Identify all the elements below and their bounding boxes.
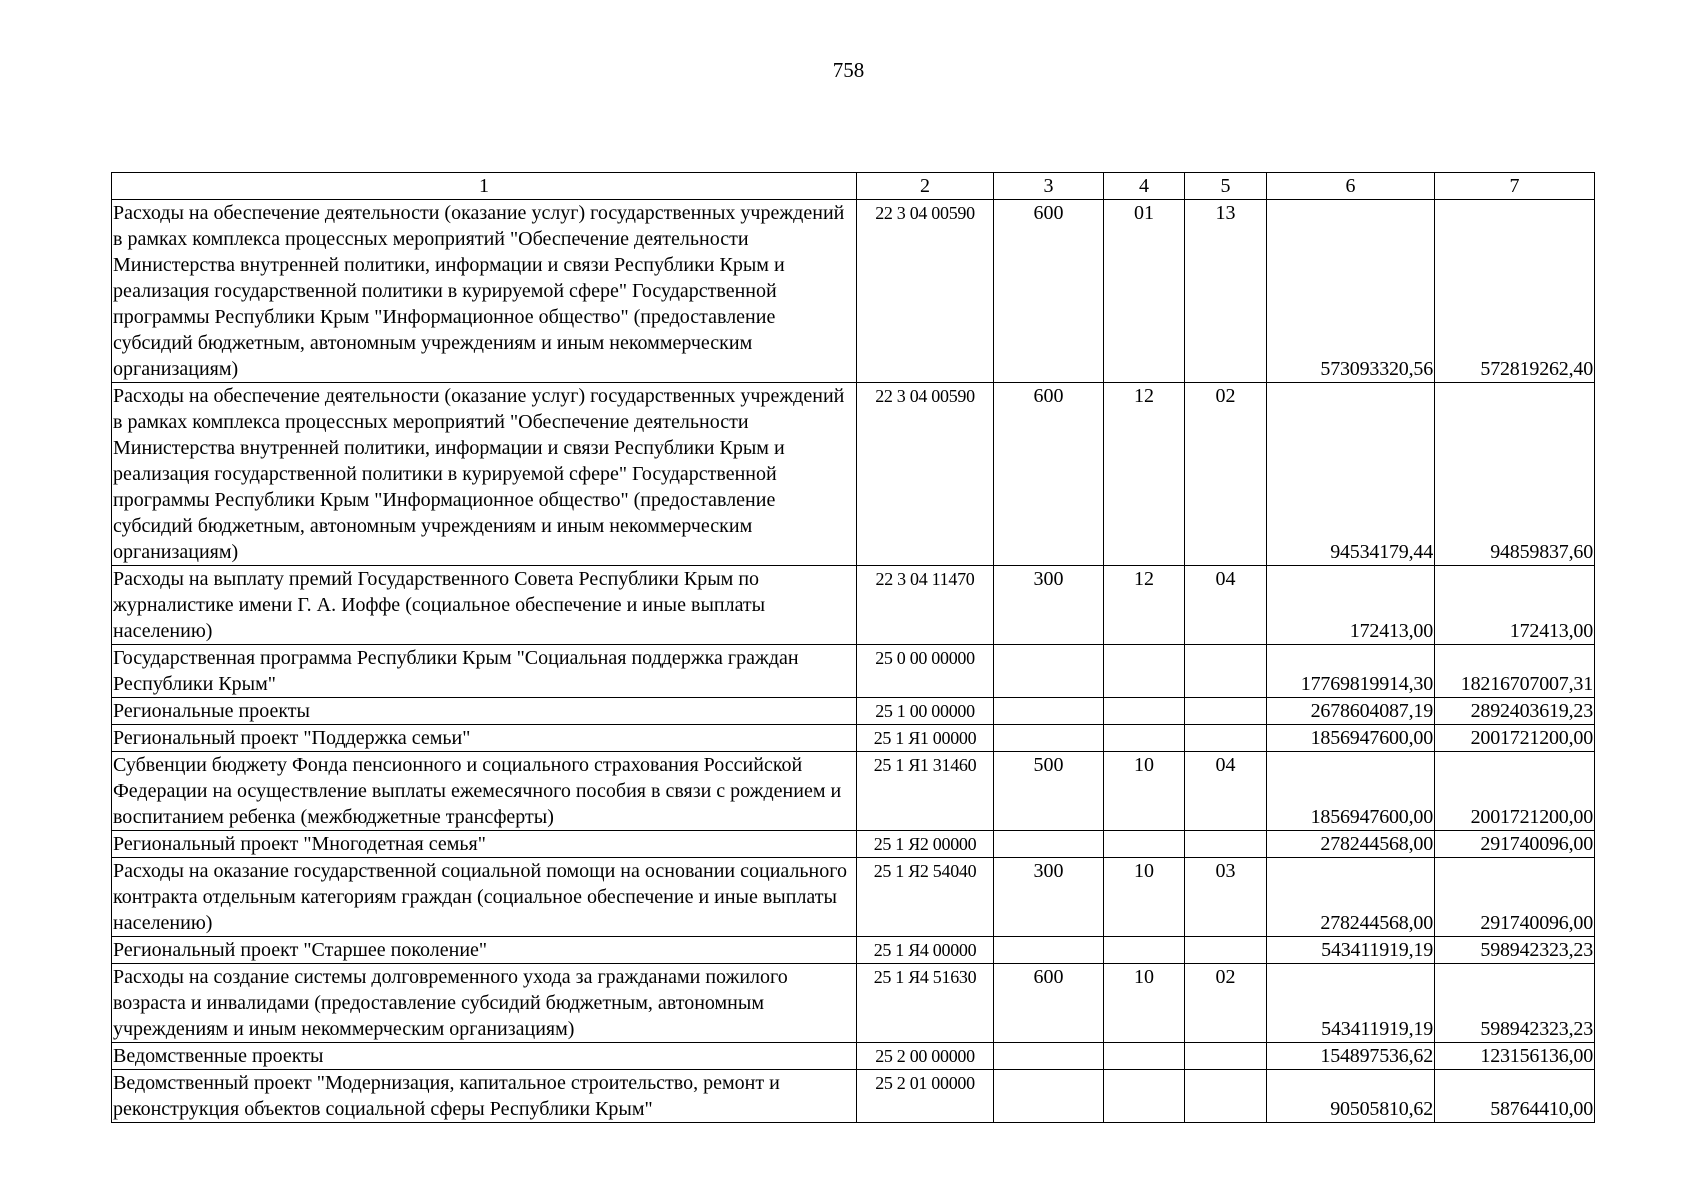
amount-column-7-cell: 123156136,00 <box>1435 1043 1595 1070</box>
amount-column-7-cell: 598942323,23 <box>1435 937 1595 964</box>
table-row <box>112 645 1595 698</box>
column-3-cell <box>994 725 1104 752</box>
column-3-cell: 300 <box>994 566 1104 645</box>
expense-name-cell: Ведомственный проект "Модернизация, капитальное строительство, ремонт и реконструкция объектов социальной сферы Республики Крым" <box>112 1070 857 1123</box>
amount-column-6-cell: 278244568,00 <box>1267 858 1435 937</box>
target-code-cell: 25 1 Я1 31460 <box>857 752 994 831</box>
column-5-cell <box>1185 1043 1267 1070</box>
amount-column-6-cell: 543411919,19 <box>1267 937 1435 964</box>
table-row <box>112 725 1595 752</box>
header-cell: 6 <box>1267 173 1435 200</box>
target-code-cell: 25 1 Я1 00000 <box>857 725 994 752</box>
target-code-cell: 25 2 01 00000 <box>857 1070 994 1123</box>
amount-column-7-cell: 58764410,00 <box>1435 1070 1595 1123</box>
amount-column-6-cell: 543411919,19 <box>1267 964 1435 1043</box>
column-5-cell: 13 <box>1185 200 1267 383</box>
header-cell: 4 <box>1104 173 1185 200</box>
column-3-cell <box>994 1043 1104 1070</box>
amount-column-6-cell: 172413,00 <box>1267 566 1435 645</box>
expense-name-cell: Ведомственные проекты <box>112 1043 857 1070</box>
expense-name-cell: Субвенции бюджету Фонда пенсионного и социального страхования Российской Федерации на осуществление выплаты ежемесячного пособия в связи с рождением и воспитанием ребенка (межбюджетные трансферты) <box>112 752 857 831</box>
column-5-cell: 03 <box>1185 858 1267 937</box>
expense-name-cell: Расходы на выплату премий Государственного Совета Республики Крым по журналистике имени Г. А. Иоффе (социальное обеспечение и иные выплаты населению) <box>112 566 857 645</box>
table-row <box>112 1043 1595 1070</box>
page-number: 758 <box>832 58 865 82</box>
amount-column-7-cell: 2001721200,00 <box>1435 725 1595 752</box>
column-3-cell <box>994 937 1104 964</box>
expense-name-cell: Расходы на создание системы долговременного ухода за гражданами пожилого возраста и инвалидами (предоставление субсидий бюджетным, автономным учреждениям и иным некоммерческим организациям) <box>112 964 857 1043</box>
amount-column-6-cell: 1856947600,00 <box>1267 725 1435 752</box>
target-code-cell: 25 1 00 00000 <box>857 698 994 725</box>
header-cell: 3 <box>994 173 1104 200</box>
column-4-cell <box>1104 725 1185 752</box>
amount-column-7-cell: 172413,00 <box>1435 566 1595 645</box>
column-3-cell: 500 <box>994 752 1104 831</box>
column-5-cell: 04 <box>1185 752 1267 831</box>
table-row <box>112 566 1595 645</box>
target-code-cell: 25 1 Я4 00000 <box>857 937 994 964</box>
expense-name-cell: Региональный проект "Многодетная семья" <box>112 831 857 858</box>
amount-column-6-cell: 17769819914,30 <box>1267 645 1435 698</box>
table-row <box>112 964 1595 1043</box>
target-code-cell: 22 3 04 00590 <box>857 383 994 566</box>
table-row <box>112 698 1595 725</box>
column-4-cell: 12 <box>1104 383 1185 566</box>
amount-column-6-cell: 94534179,44 <box>1267 383 1435 566</box>
column-4-cell <box>1104 645 1185 698</box>
target-code-cell: 22 3 04 11470 <box>857 566 994 645</box>
column-4-cell: 10 <box>1104 964 1185 1043</box>
budget-table <box>111 172 1595 1123</box>
column-4-cell <box>1104 831 1185 858</box>
expense-name-cell: Региональный проект "Поддержка семьи" <box>112 725 857 752</box>
column-5-cell <box>1185 725 1267 752</box>
column-4-cell: 10 <box>1104 752 1185 831</box>
amount-column-6-cell: 1856947600,00 <box>1267 752 1435 831</box>
expense-name-cell: Расходы на оказание государственной социальной помощи на основании социального контракта отдельным категориям граждан (социальное обеспечение и иные выплаты населению) <box>112 858 857 937</box>
column-5-cell: 02 <box>1185 964 1267 1043</box>
column-3-cell <box>994 1070 1104 1123</box>
target-code-cell: 25 1 Я4 51630 <box>857 964 994 1043</box>
target-code-cell: 25 1 Я2 54040 <box>857 858 994 937</box>
column-5-cell <box>1185 698 1267 725</box>
amount-column-7-cell: 572819262,40 <box>1435 200 1595 383</box>
column-3-cell: 600 <box>994 964 1104 1043</box>
column-5-cell: 04 <box>1185 566 1267 645</box>
column-3-cell: 600 <box>994 383 1104 566</box>
expense-name-cell: Расходы на обеспечение деятельности (оказание услуг) государственных учреждений в рамках комплекса процессных мероприятий "Обеспечение деятельности Министерства внутренней политики, информации и связи Республики Крым и реализация государственной политики в курируемой сфере" Государственной программы Республики Крым "Информационное общество" (предоставление субсидий бюджетным, автономным учреждениям и иным некоммерческим организациям) <box>112 200 857 383</box>
target-code-cell: 25 2 00 00000 <box>857 1043 994 1070</box>
table-row <box>112 858 1595 937</box>
column-4-cell: 01 <box>1104 200 1185 383</box>
column-5-cell <box>1185 645 1267 698</box>
target-code-cell: 25 1 Я2 00000 <box>857 831 994 858</box>
column-4-cell: 10 <box>1104 858 1185 937</box>
amount-column-7-cell: 2892403619,23 <box>1435 698 1595 725</box>
column-3-cell <box>994 831 1104 858</box>
amount-column-7-cell: 18216707007,31 <box>1435 645 1595 698</box>
amount-column-7-cell: 291740096,00 <box>1435 831 1595 858</box>
column-3-cell: 600 <box>994 200 1104 383</box>
table-header-row <box>112 173 1595 200</box>
column-5-cell <box>1185 937 1267 964</box>
amount-column-7-cell: 2001721200,00 <box>1435 752 1595 831</box>
column-4-cell: 12 <box>1104 566 1185 645</box>
target-code-cell: 25 0 00 00000 <box>857 645 994 698</box>
amount-column-6-cell: 154897536,62 <box>1267 1043 1435 1070</box>
table-row <box>112 200 1595 383</box>
column-4-cell <box>1104 937 1185 964</box>
column-4-cell <box>1104 1070 1185 1123</box>
amount-column-7-cell: 598942323,23 <box>1435 964 1595 1043</box>
column-4-cell <box>1104 698 1185 725</box>
column-3-cell <box>994 645 1104 698</box>
column-4-cell <box>1104 1043 1185 1070</box>
header-cell: 2 <box>857 173 994 200</box>
column-5-cell <box>1185 1070 1267 1123</box>
table-row <box>112 1070 1595 1123</box>
table-row <box>112 383 1595 566</box>
column-5-cell: 02 <box>1185 383 1267 566</box>
expense-name-cell: Государственная программа Республики Крым "Социальная поддержка граждан Республики Крым" <box>112 645 857 698</box>
column-3-cell <box>994 698 1104 725</box>
expense-name-cell: Региональный проект "Старшее поколение" <box>112 937 857 964</box>
column-3-cell: 300 <box>994 858 1104 937</box>
target-code-cell: 22 3 04 00590 <box>857 200 994 383</box>
table-row <box>112 752 1595 831</box>
amount-column-6-cell: 573093320,56 <box>1267 200 1435 383</box>
table-row <box>112 937 1595 964</box>
expense-name-cell: Расходы на обеспечение деятельности (оказание услуг) государственных учреждений в рамках комплекса процессных мероприятий "Обеспечение деятельности Министерства внутренней политики, информации и связи Республики Крым и реализация государственной политики в курируемой сфере" Государственной программы Республики Крым "Информационное общество" (предоставление субсидий бюджетным, автономным учреждениям и иным некоммерческим организациям) <box>112 383 857 566</box>
header-cell: 5 <box>1185 173 1267 200</box>
amount-column-7-cell: 94859837,60 <box>1435 383 1595 566</box>
amount-column-6-cell: 278244568,00 <box>1267 831 1435 858</box>
amount-column-7-cell: 291740096,00 <box>1435 858 1595 937</box>
table-row <box>112 831 1595 858</box>
expense-name-cell: Региональные проекты <box>112 698 857 725</box>
header-cell: 7 <box>1435 173 1595 200</box>
column-5-cell <box>1185 831 1267 858</box>
header-cell: 1 <box>112 173 857 200</box>
amount-column-6-cell: 2678604087,19 <box>1267 698 1435 725</box>
amount-column-6-cell: 90505810,62 <box>1267 1070 1435 1123</box>
